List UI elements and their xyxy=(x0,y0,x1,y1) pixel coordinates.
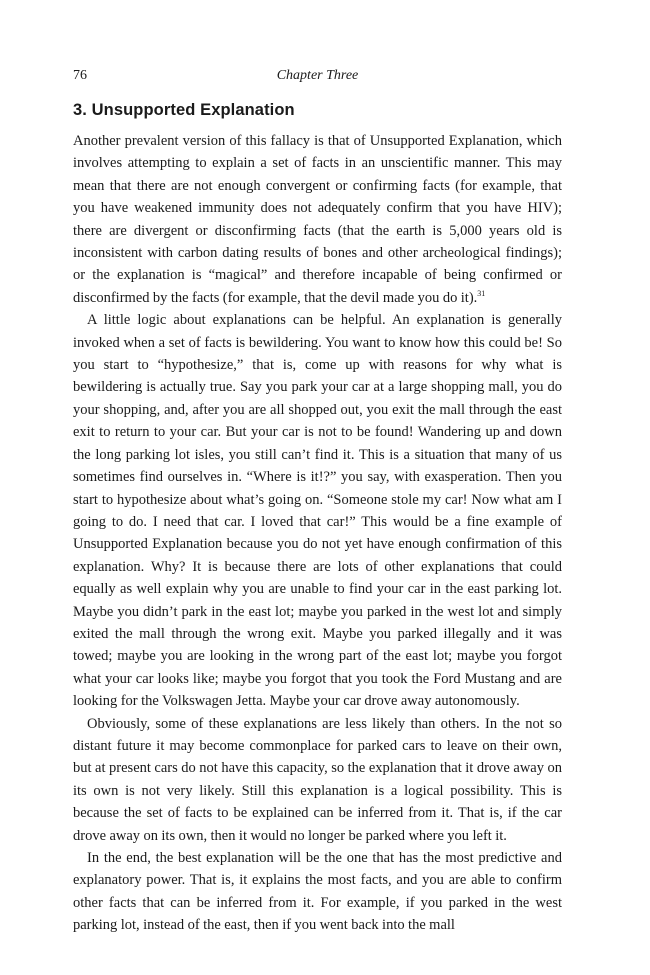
paragraph-1 xyxy=(73,130,562,309)
paragraph-2: A little logic about explanations can be helpful. An explanation is generally invoked when a set of facts is bewildering. You want to know how this could be! So you start to “hypothesize,” that is, come up with reasons for why what is bewildering is actually true. Say you park your car at a large shopping mall, you do your shopping, and, after you are all shopped out, you exit the mall through the east exit to return to your car. But your car is not to be found! Wandering up and down the long parking lot isles, you still can’t find it. This is a situation that many of us sometimes find ourselves in. “Where is it!?” you say, with exasperation. Then you start to hypothesize about what’s going on. “Someone stole my car! Now what am I going to do. I need that car. I loved that car!” This would be a fine example of Unsupported Explanation because you do not yet have enough confirmation of this explanation. Why? It is because there are lots of other explanations that could equally as well explain why you are unable to find your car in the east parking lot. Maybe you didn’t park in the east lot; maybe you parked in the west lot and simply exited the mall through the wrong exit. Maybe you parked illegally and it was towed; maybe you are looking in the wrong part of the east lot; maybe you forgot what your car looks like; maybe you forgot that you took the Ford Mustang and are looking for the Volkswagen Jetta. Maybe your car drove away autonomously. xyxy=(73,312,562,710)
page-number: 76 xyxy=(73,68,87,83)
body-text xyxy=(73,130,562,937)
section-heading: 3. Unsupported Explanation xyxy=(73,101,295,119)
footnote-marker[interactable]: 31 xyxy=(477,289,486,299)
paragraph-1-text: Another prevalent version of this fallacy is that of Unsupported Explanation, which involves attempting to explain a set of facts in an unscientific manner. This may mean that there are not enough convergent or confirming facts (for example, that you have weakened immunity does not adequately confirm that you have HIV); there are divergent or disconfirming facts (that the earth is 5,000 years old is inconsistent with carbon dating results of bones and other archeological findings); or the explanation is “magical” and therefore incapable of being confirmed or disconfirmed by the facts (for example, that the devil made you do it). xyxy=(73,133,562,306)
paragraph-4: In the end, the best explanation will be the one that has the most predictive and explanatory power. That is, it explains the most facts, and you are able to confirm other facts that can be inferred from it. For example, if you parked in the west parking lot, instead of the east, then if you went back into the mall xyxy=(73,850,562,934)
running-head: Chapter Three xyxy=(276,68,359,83)
paragraph-3: Obviously, some of these explanations are less likely than others. In the not so distant future it may become commonplace for parked cars to leave on their own, but at present cars do not have this capacity, so the explanation that it drove away on its own is not very likely. Still this explanation is a logical possibility. This is because the set of facts to be explained can be inferred from it. That is, if the car drove away on its own, then it would no longer be parked where you left it. xyxy=(73,715,562,844)
page-header xyxy=(73,68,562,88)
